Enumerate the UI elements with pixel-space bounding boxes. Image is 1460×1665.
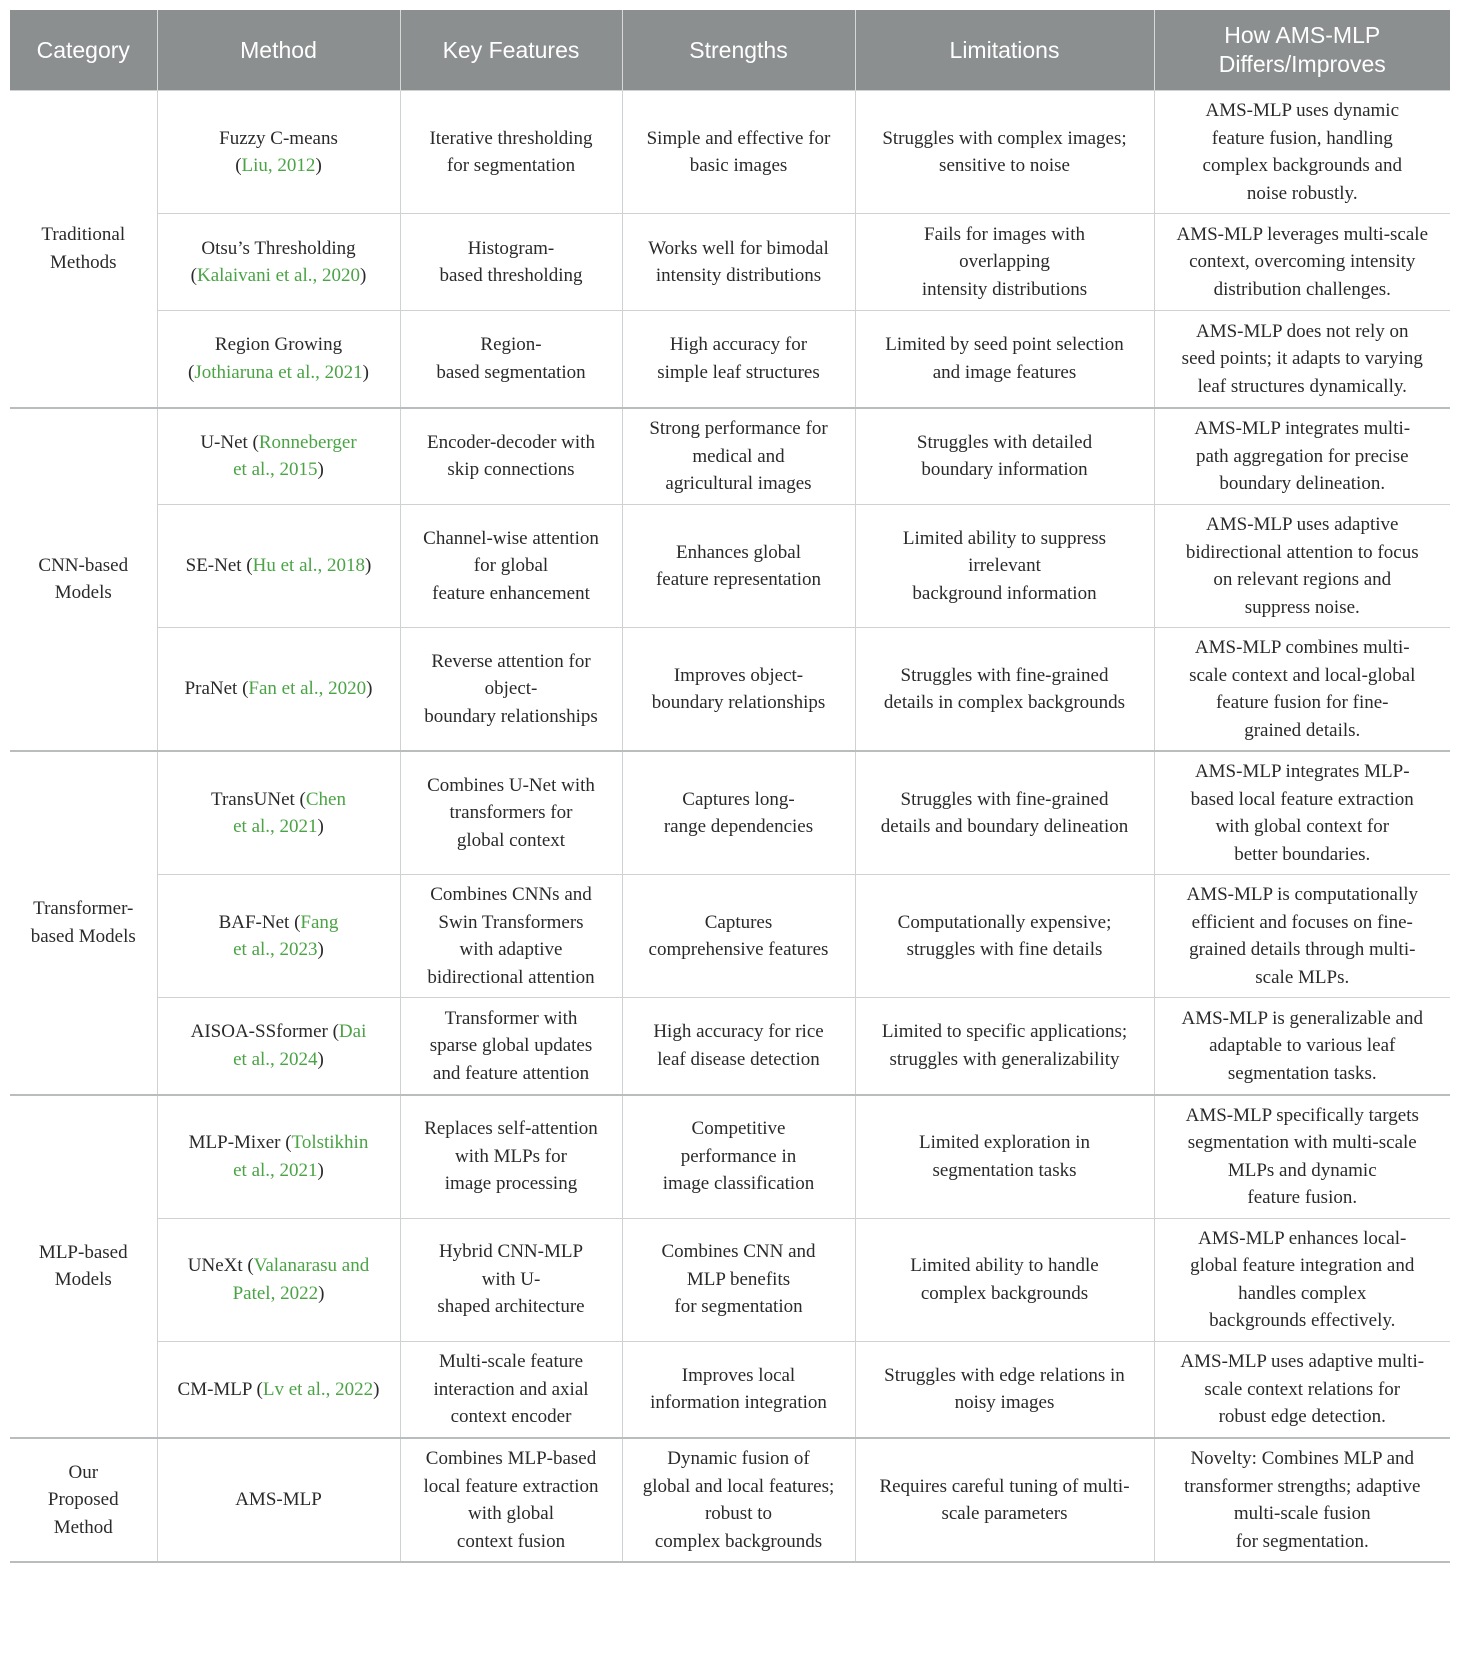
method-cell: MLP-Mixer (Tolstikhin et al., 2021) — [157, 1095, 400, 1219]
limitations-cell: Limited ability to handle complex backgrounds — [855, 1218, 1154, 1341]
key-features-cell: Combines CNNs and Swin Transformers with adaptive bidirectional attention — [400, 875, 622, 998]
citation-link[interactable]: Tolstikhin et al., 2021 — [233, 1132, 369, 1181]
key-features-cell: Transformer with sparse global updates and feature attention — [400, 998, 622, 1095]
method-comparison-table — [10, 10, 1450, 1563]
citation-link[interactable]: Hu et al., 2018 — [252, 555, 366, 577]
strengths-cell: High accuracy for simple leaf structures — [622, 311, 855, 408]
improvement-cell: AMS-MLP specifically targets segmentation with multi-scale MLPs and dynamic feature fusion. — [1154, 1095, 1450, 1219]
limitations-cell: Limited by seed point selection and image features — [855, 311, 1154, 408]
strengths-cell: Captures long- range dependencies — [622, 751, 855, 875]
key-features-cell: Reverse attention for object- boundary relationships — [400, 628, 622, 752]
improvement-cell: AMS-MLP uses adaptive multi- scale context relations for robust edge detection. — [1154, 1341, 1450, 1438]
key-features-cell: Combines U-Net with transformers for global context — [400, 751, 622, 875]
citation-link[interactable]: Fang et al., 2023 — [233, 911, 339, 960]
table-row — [10, 751, 1450, 875]
method-cell: SE-Net (Hu et al., 2018) — [157, 505, 400, 628]
key-features-cell: Region- based segmentation — [400, 311, 622, 408]
header-method: Method — [157, 10, 400, 91]
limitations-cell: Fails for images with overlapping intensity distributions — [855, 214, 1154, 311]
strengths-cell: Competitive performance in image classification — [622, 1095, 855, 1219]
header-key-features: Key Features — [400, 10, 622, 91]
improvement-cell: AMS-MLP does not rely on seed points; it adapts to varying leaf structures dynamically. — [1154, 311, 1450, 408]
citation-link[interactable]: Chen et al., 2021 — [233, 788, 346, 837]
method-cell: PraNet (Fan et al., 2020) — [157, 628, 400, 752]
method-cell: BAF-Net (Fang et al., 2023) — [157, 875, 400, 998]
strengths-cell: High accuracy for rice leaf disease detection — [622, 998, 855, 1095]
method-cell: Fuzzy C-means (Liu, 2012) — [157, 91, 400, 214]
key-features-cell: Histogram- based thresholding — [400, 214, 622, 311]
citation-link[interactable]: Lv et al., 2022 — [262, 1378, 374, 1400]
method-cell: UNeXt (Valanarasu and Patel, 2022) — [157, 1218, 400, 1341]
improvement-cell: AMS-MLP combines multi- scale context and local-global feature fusion for fine- grained details. — [1154, 628, 1450, 752]
key-features-cell: Replaces self-attention with MLPs for image processing — [400, 1095, 622, 1219]
limitations-cell: Struggles with fine-grained details in complex backgrounds — [855, 628, 1154, 752]
category-cell: Our Proposed Method — [10, 1438, 157, 1562]
key-features-cell: Channel-wise attention for global feature enhancement — [400, 505, 622, 628]
header-row — [10, 10, 1450, 91]
table-body — [10, 91, 1450, 1563]
improvement-cell: AMS-MLP uses dynamic feature fusion, handling complex backgrounds and noise robustly. — [1154, 91, 1450, 214]
header-how-ams-mlp-improves: How AMS-MLP Differs/Improves — [1154, 10, 1450, 91]
improvement-cell: AMS-MLP is computationally efficient and focuses on fine- grained details through multi- scale MLPs. — [1154, 875, 1450, 998]
method-cell: Otsu’s Thresholding (Kalaivani et al., 2020) — [157, 214, 400, 311]
header-strengths: Strengths — [622, 10, 855, 91]
table-row — [10, 998, 1450, 1095]
table-row — [10, 1218, 1450, 1341]
category-cell: Traditional Methods — [10, 91, 157, 408]
table-row — [10, 1095, 1450, 1219]
improvement-cell: AMS-MLP integrates multi- path aggregation for precise boundary delineation. — [1154, 408, 1450, 505]
table-row — [10, 311, 1450, 408]
citation-link[interactable]: Kalaivani et al., 2020 — [196, 265, 361, 286]
method-cell: Region Growing (Jothiaruna et al., 2021) — [157, 311, 400, 408]
table-row — [10, 628, 1450, 752]
strengths-cell: Improves local information integration — [622, 1341, 855, 1438]
improvement-cell: AMS-MLP is generalizable and adaptable to various leaf segmentation tasks. — [1154, 998, 1450, 1095]
citation-link[interactable]: Liu, 2012 — [241, 155, 316, 176]
citation-link[interactable]: Valanarasu and Patel, 2022 — [232, 1255, 370, 1304]
key-features-cell: Combines MLP-based local feature extraction with global context fusion — [400, 1438, 622, 1562]
limitations-cell: Limited exploration in segmentation tasks — [855, 1095, 1154, 1219]
table-row — [10, 408, 1450, 505]
limitations-cell: Struggles with complex images; sensitive to noise — [855, 91, 1154, 214]
category-cell: CNN-based Models — [10, 408, 157, 752]
improvement-cell: AMS-MLP uses adaptive bidirectional attention to focus on relevant regions and suppress noise. — [1154, 505, 1450, 628]
citation-link[interactable]: Ronneberger et al., 2015 — [233, 431, 357, 481]
citation-link[interactable]: Fan et al., 2020 — [248, 678, 367, 700]
table-row — [10, 505, 1450, 628]
table-row — [10, 1341, 1450, 1438]
strengths-cell: Dynamic fusion of global and local features; robust to complex backgrounds — [622, 1438, 855, 1562]
strengths-cell: Improves object- boundary relationships — [622, 628, 855, 752]
limitations-cell: Struggles with detailed boundary information — [855, 408, 1154, 505]
key-features-cell: Encoder-decoder with skip connections — [400, 408, 622, 505]
improvement-cell: Novelty: Combines MLP and transformer strengths; adaptive multi-scale fusion for segmentation. — [1154, 1438, 1450, 1562]
category-cell: Transformer- based Models — [10, 751, 157, 1095]
method-cell: U-Net (Ronneberger et al., 2015) — [157, 408, 400, 505]
strengths-cell: Strong performance for medical and agricultural images — [622, 408, 855, 505]
strengths-cell: Simple and effective for basic images — [622, 91, 855, 214]
method-cell: CM-MLP (Lv et al., 2022) — [157, 1341, 400, 1438]
header-category: Category — [10, 10, 157, 91]
limitations-cell: Limited to specific applications; struggles with generalizability — [855, 998, 1154, 1095]
limitations-cell: Computationally expensive; struggles with fine details — [855, 875, 1154, 998]
table-row — [10, 91, 1450, 214]
limitations-cell: Limited ability to suppress irrelevant background information — [855, 505, 1154, 628]
strengths-cell: Combines CNN and MLP benefits for segmentation — [622, 1218, 855, 1341]
limitations-cell: Requires careful tuning of multi- scale parameters — [855, 1438, 1154, 1562]
key-features-cell: Multi-scale feature interaction and axial context encoder — [400, 1341, 622, 1438]
strengths-cell: Captures comprehensive features — [622, 875, 855, 998]
header-limitations: Limitations — [855, 10, 1154, 91]
table-row — [10, 214, 1450, 311]
strengths-cell: Works well for bimodal intensity distributions — [622, 214, 855, 311]
improvement-cell: AMS-MLP leverages multi-scale context, overcoming intensity distribution challenges. — [1154, 214, 1450, 311]
method-cell: TransUNet (Chen et al., 2021) — [157, 751, 400, 875]
table-header — [10, 10, 1450, 91]
strengths-cell: Enhances global feature representation — [622, 505, 855, 628]
citation-link[interactable]: Dai et al., 2024 — [233, 1021, 367, 1070]
improvement-cell: AMS-MLP integrates MLP- based local feature extraction with global context for better boundaries. — [1154, 751, 1450, 875]
category-cell: MLP-based Models — [10, 1095, 157, 1439]
table-row — [10, 875, 1450, 998]
citation-link[interactable]: Jothiaruna et al., 2021 — [194, 361, 363, 383]
limitations-cell: Struggles with fine-grained details and boundary delineation — [855, 751, 1154, 875]
key-features-cell: Hybrid CNN-MLP with U- shaped architecture — [400, 1218, 622, 1341]
table-row — [10, 1438, 1450, 1562]
improvement-cell: AMS-MLP enhances local- global feature integration and handles complex backgrounds effectively. — [1154, 1218, 1450, 1341]
key-features-cell: Iterative thresholding for segmentation — [400, 91, 622, 214]
method-cell: AMS-MLP — [157, 1438, 400, 1562]
method-cell: AISOA-SSformer (Dai et al., 2024) — [157, 998, 400, 1095]
limitations-cell: Struggles with edge relations in noisy images — [855, 1341, 1154, 1438]
